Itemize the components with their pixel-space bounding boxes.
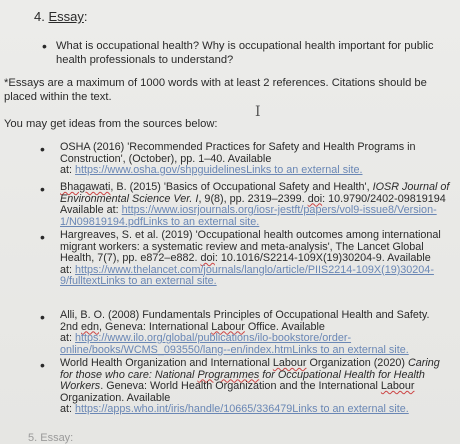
source-citation: . Geneva: World Health Organization and the International xyxy=(100,380,381,392)
source-item-who-ilo xyxy=(60,358,450,416)
source-item-alli xyxy=(60,310,450,356)
source-citation: , 9(8), pp. 2319–2399. xyxy=(198,192,308,205)
source-item-osha xyxy=(60,142,450,177)
question-heading xyxy=(34,9,88,24)
source-link[interactable]: https://www.osha.gov/shpguidelinesLinks to an external site. xyxy=(75,164,363,176)
source-citation: World Health Organization and International xyxy=(60,357,273,369)
bullet-icon: • xyxy=(40,181,45,197)
source-labour-word: Labour xyxy=(380,380,415,392)
source-doi-label: doi xyxy=(200,252,215,264)
source-citation: Organization. Available xyxy=(60,391,171,404)
source-title: Caring for those who care: National xyxy=(60,357,440,381)
bullet-icon: • xyxy=(40,141,45,157)
source-link[interactable]: https://www.ilo.org/global/publications/ilo-bookstore/order-online/books/WCMS_093550/lang--en/index.htmLinks to an external site. xyxy=(60,332,409,356)
bullet-icon: • xyxy=(40,229,45,245)
source-citation: Alli, B. O. (2008) Fundamentals Principles of Occupational Health and Safety. 2nd xyxy=(60,309,430,333)
source-at-label: at: xyxy=(60,164,76,176)
source-title-word: Programmes xyxy=(197,368,260,381)
next-question-heading: 5. Essay: xyxy=(28,432,74,444)
source-link[interactable]: https://www.thelancet.com/journals/langlo/article/PIIS2214-109X(19)30204-9/fulltextLinks to an external site. xyxy=(60,263,434,287)
question-text: What is occupational health? Why is occupational health important for public health professionals to understand? xyxy=(56,40,434,66)
source-author: Bhagawati xyxy=(60,181,111,193)
source-journal: IOSR Journal of Environmental Science Ver. I xyxy=(60,181,450,205)
source-citation: : 10.9790/2402-09819194 Available at: xyxy=(60,192,446,216)
bullet-icon: • xyxy=(40,357,45,373)
source-citation: Office. Available xyxy=(244,320,325,333)
source-citation: OSHA (2016) 'Recommended Practices for Safety and Health Programs in Construction', (October), pp. 1–40. Available xyxy=(60,141,416,165)
source-citation: , B. (2015) 'Basics of Occupational Safety and Health', xyxy=(110,181,373,193)
source-citation: : 10.1016/S2214-109X(19)30204-9. Available xyxy=(214,252,431,264)
source-citation: , Geneva: International xyxy=(99,320,212,333)
source-item-bhagawati xyxy=(60,182,450,228)
source-citation: Organization (2020) xyxy=(306,357,408,369)
source-link[interactable]: https://apps.who.int/iris/handle/10665/336479Links to an external site. xyxy=(75,403,409,415)
question-title: Essay xyxy=(48,9,84,24)
source-labour-word: Labour xyxy=(272,357,307,369)
source-edn-label: edn xyxy=(81,320,100,333)
source-at-label: at: xyxy=(60,332,76,344)
source-link[interactable]: https://www.iosrjournals.org/iosr-jestft/papers/vol9-issue8/Version-1/N09819194.pdfLinks to an external site. xyxy=(60,204,437,228)
source-item-hargreaves xyxy=(60,230,450,288)
essay-requirements-note: *Essays are a maximum of 1000 words with at least 2 references. Citations should be placed within the text. xyxy=(4,77,427,103)
source-at-label: at: xyxy=(60,263,76,276)
source-at-label: at: xyxy=(60,403,76,415)
text-cursor-icon: I xyxy=(255,104,261,120)
bullet-icon: • xyxy=(42,38,47,54)
source-labour-word: Labour xyxy=(211,320,245,333)
question-title-colon: : xyxy=(83,9,88,24)
question-number: 4. xyxy=(34,9,45,24)
sources-intro: You may get ideas from the sources below: xyxy=(4,118,218,130)
source-citation: Hargreaves, S. et al. (2019) 'Occupational health outcomes among international migrant workers: a systematic review and meta-analysis', The Lancet Global Health, 7(7), pp. e872–e882. xyxy=(60,229,441,264)
source-doi-label: doi xyxy=(307,192,323,205)
bullet-icon: • xyxy=(40,309,45,325)
source-title: for Occupational Health for Health Workers xyxy=(60,368,425,392)
